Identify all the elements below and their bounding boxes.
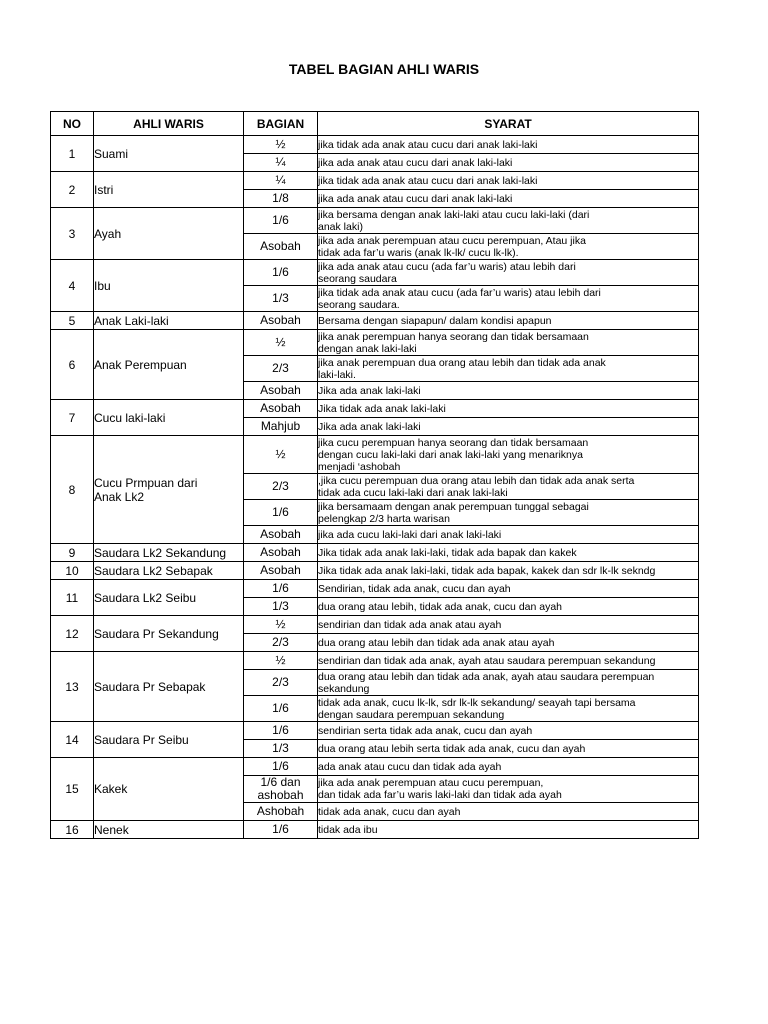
table-row [51,208,699,234]
heir-name: Saudara Pr Sebapak [94,652,244,722]
heir-name: Istri [94,172,244,208]
share-cell: Asobah [244,562,318,580]
heir-name: Anak Perempuan [94,330,244,400]
condition-cell: Sendirian, tidak ada anak, cucu dan ayah [318,580,699,598]
table-row [51,616,699,634]
share-cell: Asobah [244,544,318,562]
condition-cell: jika cucu perempuan hanya seorang dan tidak bersamaan dengan cucu laki-laki dari anak laki-laki yang menariknya menjadi ‘ashobah [318,436,699,474]
share-cell: 1/6 [244,208,318,234]
heir-name: Nenek [94,821,244,839]
header-ahli-waris: AHLI WARIS [94,112,244,136]
row-number: 5 [51,312,94,330]
table-row [51,172,699,190]
condition-cell: jika ada anak atau cucu (ada far’u waris) atau lebih dari seorang saudara [318,260,699,286]
heir-name: Ibu [94,260,244,312]
condition-cell: ada anak atau cucu dan tidak ada ayah [318,758,699,776]
condition-cell: jika bersama dengan anak laki-laki atau cucu laki-laki (dari anak laki) [318,208,699,234]
share-cell: 1/6 [244,758,318,776]
share-cell: ½ [244,330,318,356]
row-number: 14 [51,722,94,758]
condition-cell: sendirian dan tidak ada anak atau ayah [318,616,699,634]
header-syarat: SYARAT [318,112,699,136]
table-row [51,580,699,598]
share-cell: Asobah [244,234,318,260]
condition-cell: dua orang atau lebih dan tidak ada anak atau ayah [318,634,699,652]
condition-cell: Jika tidak ada anak laki-laki, tidak ada bapak dan kakek [318,544,699,562]
condition-cell: jika anak perempuan dua orang atau lebih dan tidak ada anak laki-laki. [318,356,699,382]
condition-cell: tidak ada anak, cucu lk-lk, sdr lk-lk sekandung/ seayah tapi bersama dengan saudara perempuan sekandung [318,696,699,722]
row-number: 9 [51,544,94,562]
condition-cell: tidak ada anak, cucu dan ayah [318,803,699,821]
share-cell: 2/3 [244,356,318,382]
share-cell: ½ [244,652,318,670]
condition-cell: jika ada cucu laki-laki dari anak laki-laki [318,526,699,544]
heir-name: Saudara Lk2 Sebapak [94,562,244,580]
header-bagian: BAGIAN [244,112,318,136]
condition-cell: Jika tidak ada anak laki-laki [318,400,699,418]
share-cell: Asobah [244,382,318,400]
table-row [51,330,699,356]
table-row [51,260,699,286]
row-number: 11 [51,580,94,616]
condition-cell: dua orang atau lebih, tidak ada anak, cucu dan ayah [318,598,699,616]
share-cell: 1/3 [244,286,318,312]
share-cell: 1/8 [244,190,318,208]
heir-name: Kakek [94,758,244,821]
share-cell: 1/6 [244,260,318,286]
table-row [51,562,699,580]
condition-cell: jika tidak ada anak atau cucu (ada far’u waris) atau lebih dari seorang saudara. [318,286,699,312]
header-row [51,112,699,136]
table-row [51,758,699,776]
row-number: 1 [51,136,94,172]
table-body [51,136,699,839]
condition-cell: Jika tidak ada anak laki-laki, tidak ada bapak, kakek dan sdr lk-lk sekndg [318,562,699,580]
condition-cell: jika ada anak atau cucu dari anak laki-laki [318,190,699,208]
heir-name: Anak Laki-laki [94,312,244,330]
heir-name: Cucu laki-laki [94,400,244,436]
share-cell: 1/3 [244,740,318,758]
table-row [51,652,699,670]
condition-cell: jika tidak ada anak atau cucu dari anak laki-laki [318,136,699,154]
condition-cell: sendirian serta tidak ada anak, cucu dan ayah [318,722,699,740]
heir-name: Saudara Lk2 Sekandung [94,544,244,562]
condition-cell: ,jika cucu perempuan dua orang atau lebih dan tidak ada anak serta tidak ada cucu laki-laki dari anak laki-laki [318,474,699,500]
share-cell: 1/6 [244,821,318,839]
condition-cell: jika ada anak perempuan atau cucu perempuan, dan tidak ada far’u waris laki-laki dan tidak ada ayah [318,776,699,803]
condition-cell: jika anak perempuan hanya seorang dan tidak bersamaan dengan anak laki-laki [318,330,699,356]
table-row [51,400,699,418]
condition-cell: tidak ada ibu [318,821,699,839]
row-number: 15 [51,758,94,821]
heir-name: Saudara Pr Sekandung [94,616,244,652]
row-number: 12 [51,616,94,652]
row-number: 6 [51,330,94,400]
heir-name: Saudara Pr Seibu [94,722,244,758]
share-cell: 1/6 [244,696,318,722]
share-cell: 1/6 [244,500,318,526]
header-no: NO [51,112,94,136]
table-row [51,312,699,330]
table-row [51,722,699,740]
share-cell: 1/6 [244,580,318,598]
row-number: 8 [51,436,94,544]
condition-cell: dua orang atau lebih dan tidak ada anak, ayah atau saudara perempuan sekandung [318,670,699,696]
share-cell: 1/6 dan ashobah [244,776,318,803]
share-cell: 2/3 [244,474,318,500]
heir-name: Ayah [94,208,244,260]
condition-cell: jika ada anak perempuan atau cucu perempuan, Atau jika tidak ada far’u waris (anak lk-lk/ cucu lk-lk). [318,234,699,260]
row-number: 7 [51,400,94,436]
condition-cell: dua orang atau lebih serta tidak ada anak, cucu dan ayah [318,740,699,758]
condition-cell: jika tidak ada anak atau cucu dari anak laki-laki [318,172,699,190]
inheritance-table [50,111,699,839]
condition-cell: Jika ada anak laki-laki [318,382,699,400]
condition-cell: Bersama dengan siapapun/ dalam kondisi apapun [318,312,699,330]
share-cell: Asobah [244,526,318,544]
page-title: TABEL BAGIAN AHLI WARIS [288,61,480,77]
share-cell: Asobah [244,312,318,330]
share-cell: 2/3 [244,670,318,696]
heir-name: Cucu Prmpuan dari Anak Lk2 [94,436,244,544]
condition-cell: Jika ada anak laki-laki [318,418,699,436]
condition-cell: sendirian dan tidak ada anak, ayah atau saudara perempuan sekandung [318,652,699,670]
share-cell: Asobah [244,400,318,418]
share-cell: 2/3 [244,634,318,652]
table-row [51,544,699,562]
share-cell: ¼ [244,154,318,172]
row-number: 3 [51,208,94,260]
share-cell: 1/6 [244,722,318,740]
share-cell: ½ [244,436,318,474]
condition-cell: jika ada anak atau cucu dari anak laki-laki [318,154,699,172]
row-number: 10 [51,562,94,580]
share-cell: 1/3 [244,598,318,616]
row-number: 13 [51,652,94,722]
heir-name: Suami [94,136,244,172]
condition-cell: jika bersamaam dengan anak perempuan tunggal sebagai pelengkap 2/3 harta warisan [318,500,699,526]
table-row [51,436,699,474]
row-number: 4 [51,260,94,312]
share-cell: ½ [244,136,318,154]
share-cell: ¼ [244,172,318,190]
share-cell: ½ [244,616,318,634]
row-number: 16 [51,821,94,839]
table-row [51,136,699,154]
share-cell: Ashobah [244,803,318,821]
table-row [51,821,699,839]
heir-name: Saudara Lk2 Seibu [94,580,244,616]
share-cell: Mahjub [244,418,318,436]
row-number: 2 [51,172,94,208]
